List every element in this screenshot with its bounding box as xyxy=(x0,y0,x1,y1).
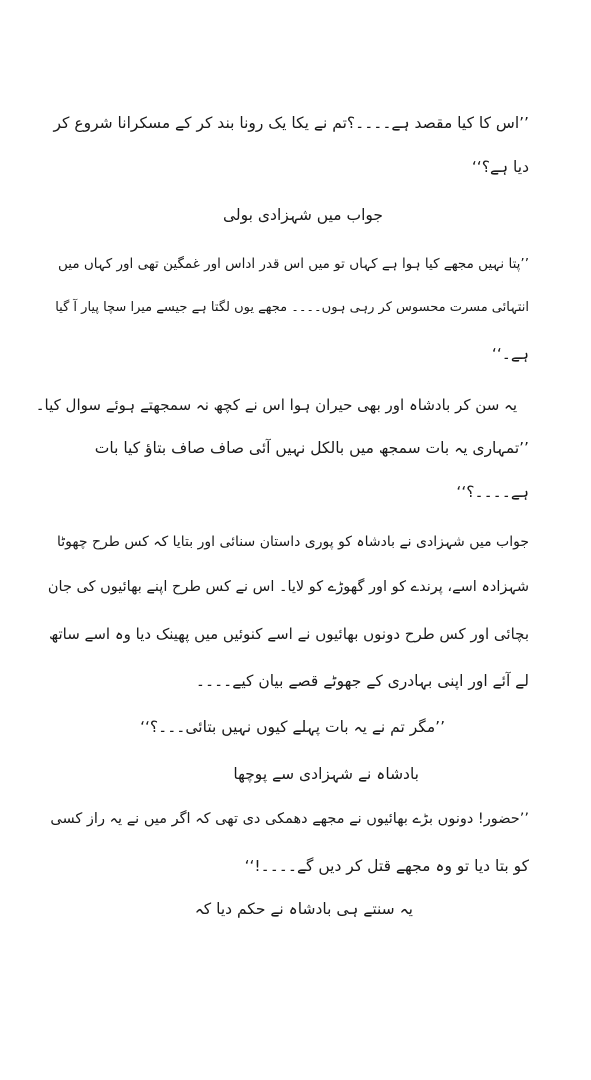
text-line: ہے۔‘‘ xyxy=(491,345,529,363)
text-line: دیا ہے؟‘‘ xyxy=(471,158,529,176)
text-line: انتہائی مسرت محسوس کر رہی ہوں۔۔۔۔ مجھے یوں لگتا ہے جیسے میرا سچا پیار آ گیا xyxy=(55,300,529,315)
text-line: شہزادہ اسے، پرندے کو اور گھوڑے کو لایا۔ اس نے کس طرح اپنے بھائیوں کی جان xyxy=(47,579,529,595)
text-line: جواب میں شہزادی نے بادشاہ کو پوری داستان سنائی اور بتایا کہ کس طرح چھوٹا xyxy=(57,534,529,550)
text-line: بادشاہ نے شہزادی سے پوچھا xyxy=(233,765,419,783)
text-line: بچائی اور کس طرح دونوں بھائیوں نے اسے کنوئیں میں پھینک دیا وہ اسے ساتھ xyxy=(48,625,529,643)
text-line: ’’تمہاری یہ بات سمجھ میں بالکل نہیں آئی صاف صاف بتاؤ کیا بات xyxy=(94,439,529,457)
text-line: یہ سن کر بادشاہ اور بھی حیران ہوا اس نے کچھ نہ سمجھتے ہوئے سوال کیا۔ xyxy=(35,396,517,414)
text-line: ’’حضور! دونوں بڑے بھائیوں نے مجھے دھمکی دی تھی کہ اگر میں نے یہ راز کسی xyxy=(50,811,529,827)
text-line: لے آئے اور اپنی بہادری کے جھوٹے قصے بیان کیے۔۔۔۔ xyxy=(195,672,529,690)
text-line: ہے۔۔۔۔؟‘‘ xyxy=(456,483,529,501)
text-line: یہ سنتے ہی بادشاہ نے حکم دیا کہ xyxy=(194,900,413,918)
text-line: جواب میں شہزادی بولی xyxy=(223,206,383,224)
text-line: ’’پتا نہیں مجھے کیا ہوا ہے کہاں تو میں اس قدر اداس اور غمگین تھی اور کہاں میں xyxy=(57,256,529,272)
text-line: ’’مگر تم نے یہ بات پہلے کیوں نہیں بتائی۔۔۔؟‘‘ xyxy=(140,718,445,736)
text-line: کو بتا دیا تو وہ مجھے قتل کر دیں گے۔۔۔۔!‘‘ xyxy=(244,857,529,875)
text-line: ’’اس کا کیا مقصد ہے۔۔۔۔؟تم نے یکا یک رونا بند کر کے مسکرانا شروع کر xyxy=(53,114,529,132)
